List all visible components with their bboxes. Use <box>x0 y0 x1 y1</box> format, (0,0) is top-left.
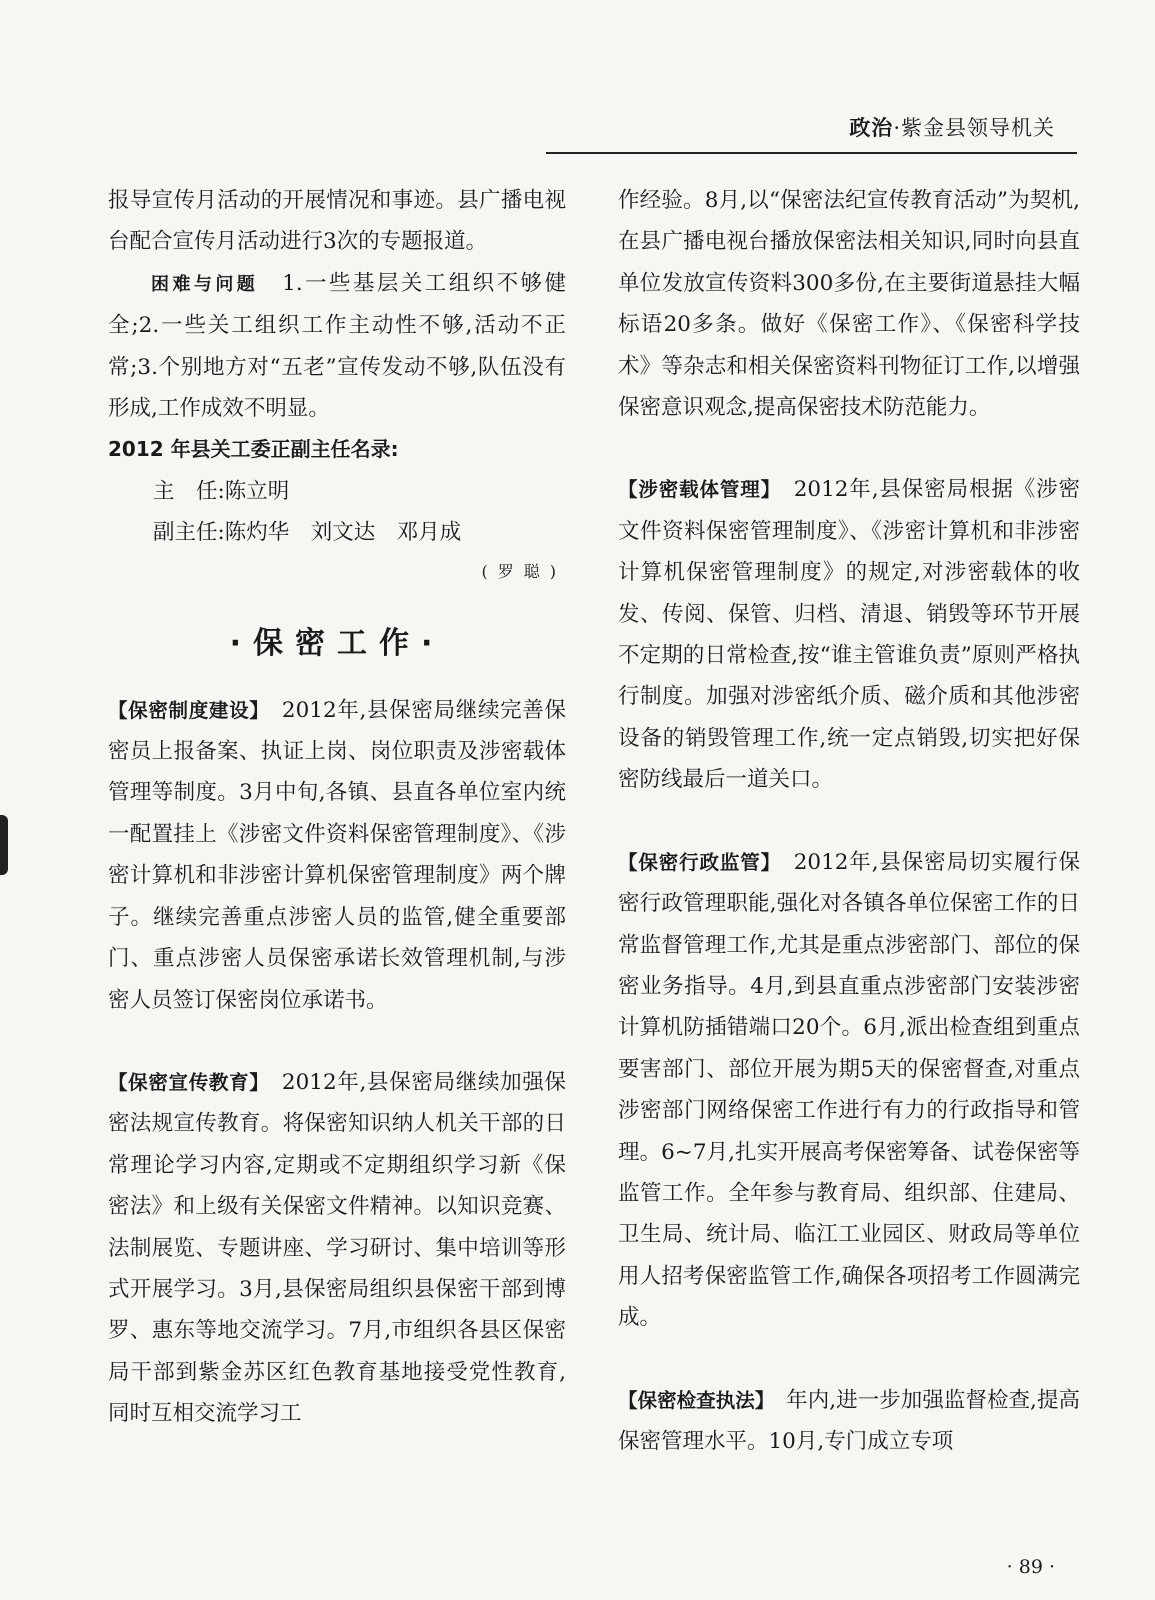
article-text: 2012年,县保密局根据《涉密文件资料保密管理制度》、《涉密计算机和非涉密计算机保密管理制度》的规定,对涉密载体的收发、传阅、保管、归档、清退、销毁等环节开展不定期的日常检查,按“谁主管谁负责”原则严格执行制度。加强对涉密纸介质、磁介质和其他涉密设备的销毁管理工作,统一定点销毁,切实把好保密防线最后一道关口。 <box>618 477 1080 793</box>
difficulty-paragraph <box>108 263 566 430</box>
running-header <box>849 112 1055 142</box>
subheading: 【涉密载体管理】 <box>618 478 772 502</box>
roster-director: 主 任:陈立明 <box>153 478 290 504</box>
section-title: ·保密工作· <box>229 625 445 661</box>
header-rule <box>546 152 1077 154</box>
article-text: 2012年,县保密局继续加强保密法规宣传教育。将保密知识纳人机关干部的日常理论学习内容,定期或不定期组织学习新《保密法》和上级有关保密文件精神。以知识竞赛、法制展览、专题讲座、学习研讨、集中培训等形式开展学习。3月,县保密局组织县保密干部到博罗、惠东等地交流学习。7月,市组织各县区保密局干部到紫金苏区红色教育基地接受党性教育,同时互相交流学习工 <box>108 1069 566 1427</box>
difficulty-text: 1.一些基层关工组织不够健全;2.一些关工组织工作主动性不够,活动不正常;3.个别地方对“五老”宣传发动不够,队伍没有形成,工作成效不明显。 <box>108 270 567 422</box>
article-secrecy-system <box>108 690 566 1021</box>
left-column <box>108 180 566 1435</box>
header-section: 政治 <box>849 116 894 140</box>
article-text: 2012年,县保密局继续完善保密员上报备案、执证上岗、岗位职责及涉密载体管理等制度。3月中旬,各镇、县直各单位室内统一配置挂上《涉密文件资料保密管理制度》、《涉密计算机和非涉密计算机保密管理制度》两个牌子。继续完善重点涉密人员的监管,健全重要部门、重点涉密人员保密承诺长效管理机制,与涉密人员签订保密岗位承诺书。 <box>108 697 566 1013</box>
roster-deputy: 副主任:陈灼华 刘文达 邓月成 <box>153 520 462 546</box>
difficulty-label: 困难与问题 <box>151 273 259 295</box>
roster-title: 2012 年县关工委正副主任名录: <box>108 437 399 462</box>
scan-edge-mark <box>0 815 8 875</box>
right-column <box>618 180 1080 1462</box>
header-separator: · <box>893 116 901 140</box>
author-credit: (罗聪) <box>481 561 566 581</box>
article-admin-supervision <box>618 842 1080 1339</box>
article-text: 年内,进一步加强监督检查,提高保密管理水平。10月,专门成立专项 <box>618 1387 1080 1454</box>
paragraph-continued: 作经验。8月,以“保密法纪宣传教育活动”为契机,在县广播电视台播放保密法相关知识,同时向县直单位发放宣传资料300多份,在主要街道悬挂大幅标语20多条。做好《保密工作》、《保密科学技术》等杂志和相关保密资料刊物征订工作,以增强保密意识观念,提高保密技术防范能力。 <box>618 188 1080 421</box>
article-text: 2012年,县保密局切实履行保密行政管理职能,强化对各镇各单位保密工作的日常监督管理工作,尤其是重点涉密部门、部位的保密业务指导。4月,到县直重点涉密部门安装涉密计算机防插错端口20个。6月,派出检查组到重点要害部门、部位开展为期5天的保密督查,对重点涉密部门网络保密工作进行有力的行政指导和管理。6~7月,扎实开展高考保密筹备、试卷保密等监管工作。全年参与教育局、组织部、住建局、卫生局、统计局、临江工业园区、财政局等单位用人招考保密监管工作,确保各项招考工作圆满完成。 <box>618 849 1080 1331</box>
subheading: 【保密宣传教育】 <box>108 1070 260 1094</box>
article-secrecy-education <box>108 1062 566 1435</box>
subheading: 【保密制度建设】 <box>108 698 260 722</box>
subheading: 【保密检查执法】 <box>618 1388 765 1412</box>
paragraph-continued: 报导宣传月活动的开展情况和事迹。县广播电视台配合宣传月活动进行3次的专题报道。 <box>108 188 566 255</box>
header-title: 紫金县领导机关 <box>901 116 1055 140</box>
article-inspection <box>618 1380 1080 1463</box>
article-carrier-management <box>618 469 1080 800</box>
subheading: 【保密行政监管】 <box>618 850 772 874</box>
page-number: · 89 · <box>1006 1556 1055 1578</box>
